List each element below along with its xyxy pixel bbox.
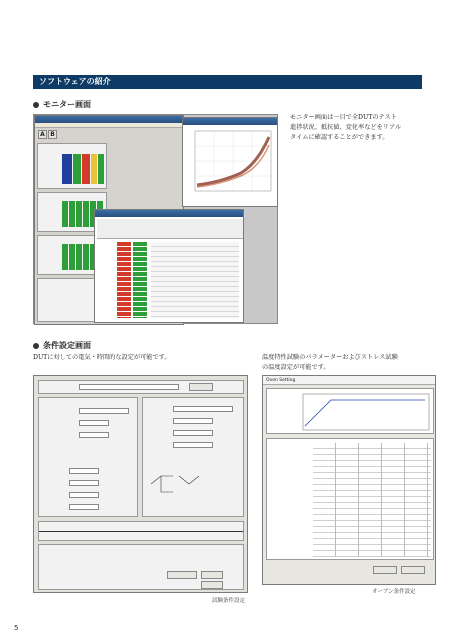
monitor-chart-window [182, 117, 278, 207]
tab-b[interactable]: B [48, 130, 57, 139]
close-button[interactable] [201, 581, 223, 589]
section-title-bar: ソフトウェアの紹介 [33, 75, 422, 89]
oven-window-title: Oven Setting [263, 376, 435, 385]
temperature-profile-graph [301, 392, 431, 432]
monitor-heading-text: モニター画面 [43, 100, 91, 109]
browse-button[interactable] [189, 383, 213, 391]
bullet-icon [33, 102, 39, 108]
test-condition-caption: 試験条件設定 [212, 598, 246, 604]
condition-right-text [262, 353, 432, 373]
monitor-screenshot [33, 114, 278, 324]
test-condition-screenshot [33, 375, 248, 593]
window-titlebar [35, 116, 183, 123]
circuit-diagram [149, 472, 209, 496]
tab-a[interactable]: A [38, 130, 47, 139]
condition-heading-text: 条件設定画面 [43, 341, 91, 350]
monitor-description-line: タイムに確認することができます。 [290, 134, 389, 141]
window-titlebar [183, 118, 277, 125]
condition-left-text: DUTに対しての電気・時間的な設定が可能です。 [33, 354, 171, 361]
oven-save-button[interactable] [373, 566, 397, 574]
progress-chart [183, 125, 278, 207]
dut-group-panel [37, 143, 107, 189]
oven-close-button[interactable] [401, 566, 425, 574]
oven-table-panel [266, 438, 434, 560]
condition-right-text-line: 温度特性試験のパラメーターおよびストレス試験 [262, 354, 398, 361]
oven-setting-caption: オーブン条件設定 [372, 589, 416, 595]
timing-panel [38, 521, 244, 541]
condition-right-text-line: の温度設定が可能です。 [262, 364, 330, 371]
window-menubar [35, 123, 183, 128]
monitor-description [290, 113, 430, 143]
bullet-icon [33, 343, 39, 349]
window-titlebar [95, 210, 243, 217]
save-button[interactable] [201, 571, 223, 579]
page-number: 5 [14, 624, 19, 632]
settings-panel [38, 397, 138, 517]
default-button[interactable] [167, 571, 197, 579]
oven-setting-screenshot [262, 375, 436, 585]
settings-panel [38, 380, 244, 394]
condition-heading [33, 340, 91, 351]
monitor-heading [33, 99, 91, 110]
oven-profile-panel [266, 388, 434, 434]
monitor-description-line: モニター画面は一目で全DUTのテスト [290, 114, 397, 121]
settings-panel [142, 397, 244, 517]
monitor-table-window [94, 209, 244, 323]
settings-panel [38, 544, 244, 590]
monitor-description-line: 進捗状況、抵抗値、変化率などをリアル [290, 124, 402, 131]
